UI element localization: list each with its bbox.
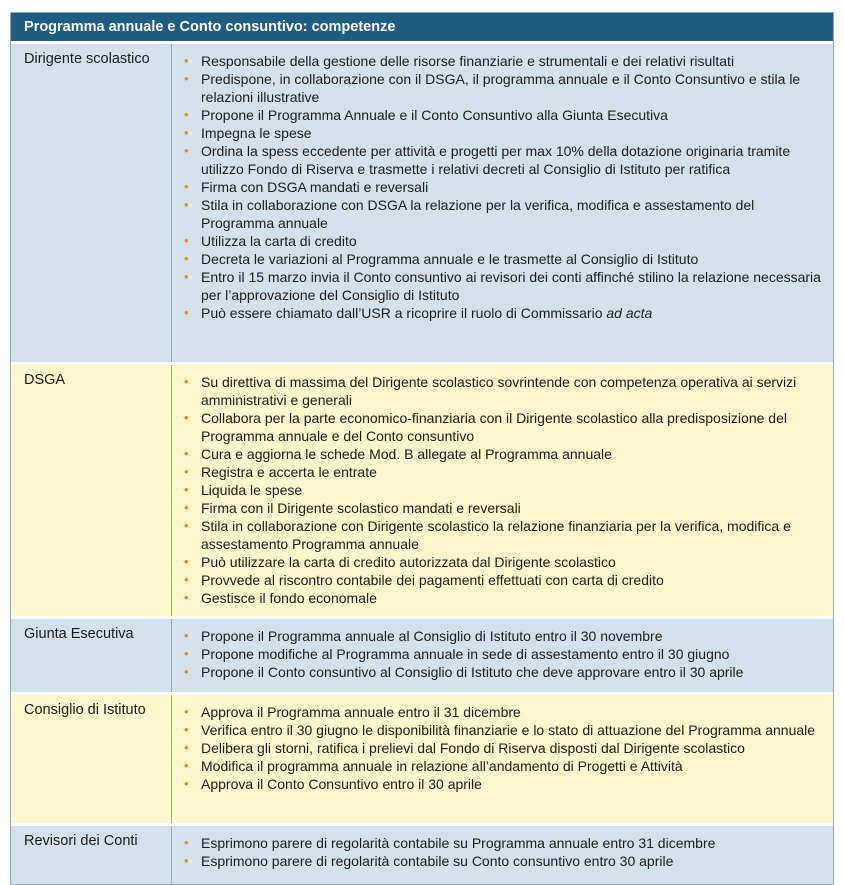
list-item: • Responsabile della gestione delle risorse finanziarie e strumentali e dei relativi risultati <box>182 52 825 70</box>
role-label: Dirigente scolastico <box>11 44 172 362</box>
list-item: • Cura e aggiorna le schede Mod. B allegate al Programma annuale <box>182 445 825 463</box>
list-item: • Impegna le spese <box>182 124 825 142</box>
list-item: • Può utilizzare la carta di credito autorizzata dal Dirigente scolastico <box>182 553 825 571</box>
table-row <box>11 826 833 884</box>
list-item: • Esprimono parere di regolarità contabile su Conto consuntivo entro 30 aprile <box>182 852 825 870</box>
list-item: • Firma con DSGA mandati e reversali <box>182 178 825 196</box>
list-item: • Verifica entro il 30 giugno le disponibilità finanziarie e lo stato di attuazione del Programma annuale <box>182 721 825 739</box>
list-item: • Stila in collaborazione con DSGA la relazione per la verifica, modifica e assestamento del Programma annuale <box>182 196 825 232</box>
list-item: • Propone il Programma Annuale e il Conto Consuntivo alla Giunta Esecutiva <box>182 106 825 124</box>
table-row <box>11 365 833 619</box>
list-item: • Approva il Programma annuale entro il 31 dicembre <box>182 703 825 721</box>
list-item: • Stila in collaborazione con Dirigente scolastico la relazione finanziaria per la verifica, modifica e assestamento Programma annuale <box>182 517 825 553</box>
role-label: DSGA <box>11 365 172 616</box>
table-row <box>11 44 833 365</box>
list-item: • Firma con il Dirigente scolastico mandati e reversali <box>182 499 825 517</box>
list-item: • Su direttiva di massima del Dirigente scolastico sovrintende con competenza operativa ai servizi amministrativi e generali <box>182 373 825 409</box>
list-item: • Esprimono parere di regolarità contabile su Programma annuale entro 31 dicembre <box>182 834 825 852</box>
list-item: • Registra e accerta le entrate <box>182 463 825 481</box>
competence-list <box>172 365 833 616</box>
list-item: • Provvede al riscontro contabile dei pagamenti effettuati con carta di credito <box>182 571 825 589</box>
competence-list <box>172 695 833 823</box>
list-item: • Propone il Programma annuale al Consiglio di Istituto entro il 30 novembre <box>182 627 825 645</box>
list-item: • Collabora per la parte economico-finanziaria con il Dirigente scolastico alla predisposizione del Programma annuale e del Conto consuntivo <box>182 409 825 445</box>
list-item: • Liquida le spese <box>182 481 825 499</box>
list-item: • Entro il 15 marzo invia il Conto consuntivo ai revisori dei conti affinché stilino la relazione necessaria per l’approvazione del Consiglio di Istituto <box>182 268 825 304</box>
table-row <box>11 695 833 826</box>
list-item: • Approva il Conto Consuntivo entro il 30 aprile <box>182 775 825 793</box>
table-title: Programma annuale e Conto consuntivo: competenze <box>11 13 833 44</box>
list-item: • Decreta le variazioni al Programma annuale e le trasmette al Consiglio di Istituto <box>182 250 825 268</box>
list-item: • Utilizza la carta di credito <box>182 232 825 250</box>
list-item: • Propone modifiche al Programma annuale in sede di assestamento entro il 30 giugno <box>182 645 825 663</box>
list-item: • Può essere chiamato dall’USR a ricoprire il ruolo di Commissario ad acta <box>182 304 825 322</box>
list-item: • Ordina la spess eccedente per attività e progetti per max 10% della dotazione originaria tramite utilizzo Fondo di Riserva e trasmette i relativi decreti al Consiglio di Istituto per ratifica <box>182 142 825 178</box>
competence-list <box>172 826 833 884</box>
list-item: • Propone il Conto consuntivo al Consiglio di Istituto che deve approvare entro il 30 aprile <box>182 663 825 681</box>
list-item: • Modifica il programma annuale in relazione all’andamento di Progetti e Attività <box>182 757 825 775</box>
role-label: Revisori dei Conti <box>11 826 172 884</box>
role-label: Consiglio di Istituto <box>11 695 172 823</box>
competenze-table <box>10 12 834 885</box>
role-label: Giunta Esecutiva <box>11 619 172 692</box>
list-item: • Delibera gli storni, ratifica i prelievi dal Fondo di Riserva disposti dal Dirigente scolastico <box>182 739 825 757</box>
list-item: • Predispone, in collaborazione con il DSGA, il programma annuale e il Conto Consuntivo e stila le relazioni illustrative <box>182 70 825 106</box>
table-row <box>11 619 833 695</box>
competence-list <box>172 44 833 362</box>
competence-list <box>172 619 833 692</box>
list-item: • Gestisce il fondo economale <box>182 589 825 607</box>
